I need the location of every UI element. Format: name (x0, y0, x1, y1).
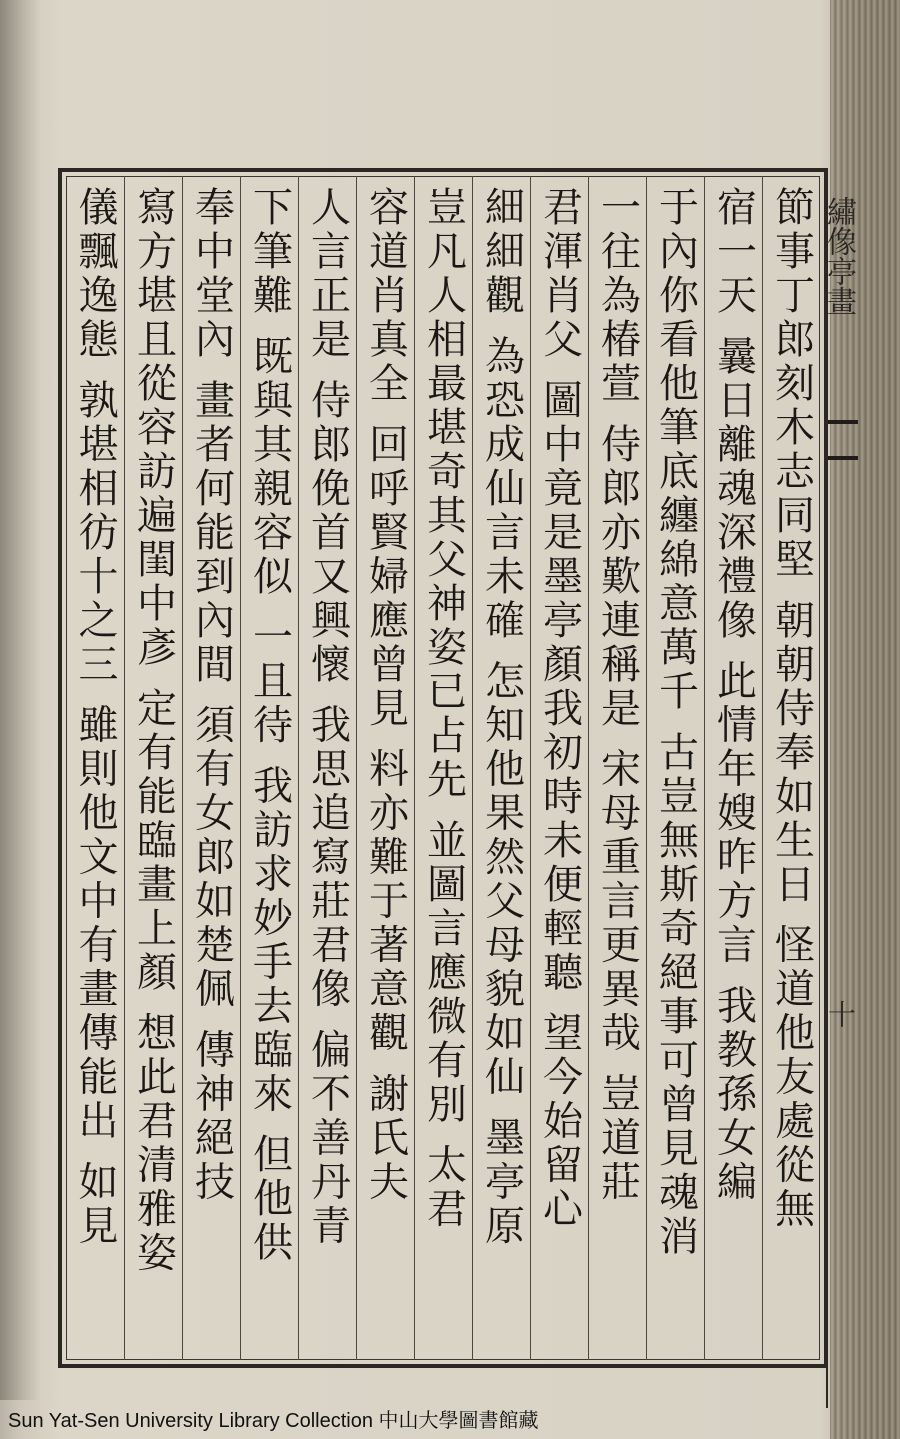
text-column (762, 176, 820, 1360)
fish-tail-mark (828, 420, 858, 460)
block-heart-title: 繡像亭畫 (821, 196, 856, 316)
column-text: 于內你看他筆底纏綿意萬千 古豈無斯奇絕事可曾見魂消 (652, 186, 699, 1259)
column-text: 君渾肖父 圖中竟是墨亭顏我初時未便輕聽 望今始留心 (536, 186, 583, 1232)
text-column (298, 176, 356, 1360)
text-column (356, 176, 414, 1360)
text-column (66, 176, 124, 1360)
column-text: 下筆難 既與其親容似 一且待 我訪求妙手去臨來 但他供 (246, 186, 293, 1265)
spine-shadow (0, 0, 40, 1400)
text-column (414, 176, 472, 1360)
column-text: 細細觀 為恐成仙言未確 怎知他果然父母貌如仙 墨亭原 (478, 186, 525, 1249)
column-text: 儀飄逸態 孰堪相彷十之三 雖則他文中有畫傳能出 如見 (72, 186, 118, 1249)
column-text: 奉中堂內 畫者何能到內間 須有女郎如楚佩 傳神絕技 (188, 186, 235, 1205)
text-column (646, 176, 704, 1360)
column-text: 容道肖真全 回呼賢婦應曾見 料亦難于著意觀 謝氏夫 (362, 186, 409, 1205)
column-text: 豈凡人相最堪奇其父神姿已占先 並圖言應微有別 太君 (420, 186, 467, 1232)
column-text: 寫方堪且從容訪遍閨中彥 定有能臨畫上顏 想此君清雅姿 (130, 186, 177, 1276)
text-column (124, 176, 182, 1360)
text-column (588, 176, 646, 1360)
text-column (704, 176, 762, 1360)
library-caption: Sun Yat-Sen University Library Collection 中山大學圖書館藏 (8, 1410, 539, 1432)
text-columns (66, 176, 820, 1360)
text-column (530, 176, 588, 1360)
column-text: 一往為椿萱 侍郎亦歎連稱是 宋母重言更異哉 豈道莊 (594, 186, 641, 1205)
text-column (472, 176, 530, 1360)
text-column (182, 176, 240, 1360)
column-text: 人言正是 侍郎俛首又興懷 我思追寫莊君像 偏不善丹青 (304, 186, 351, 1249)
text-column (240, 176, 298, 1360)
column-text: 宿一天 曩日離魂深禮像 此情年嫂昨方言 我教孫女編 (710, 186, 757, 1205)
page-number: 十 (824, 1000, 857, 1028)
column-text: 節事丁郎刻木志同堅 朝朝侍奉如生日 怪道他友處從無 (768, 186, 815, 1232)
